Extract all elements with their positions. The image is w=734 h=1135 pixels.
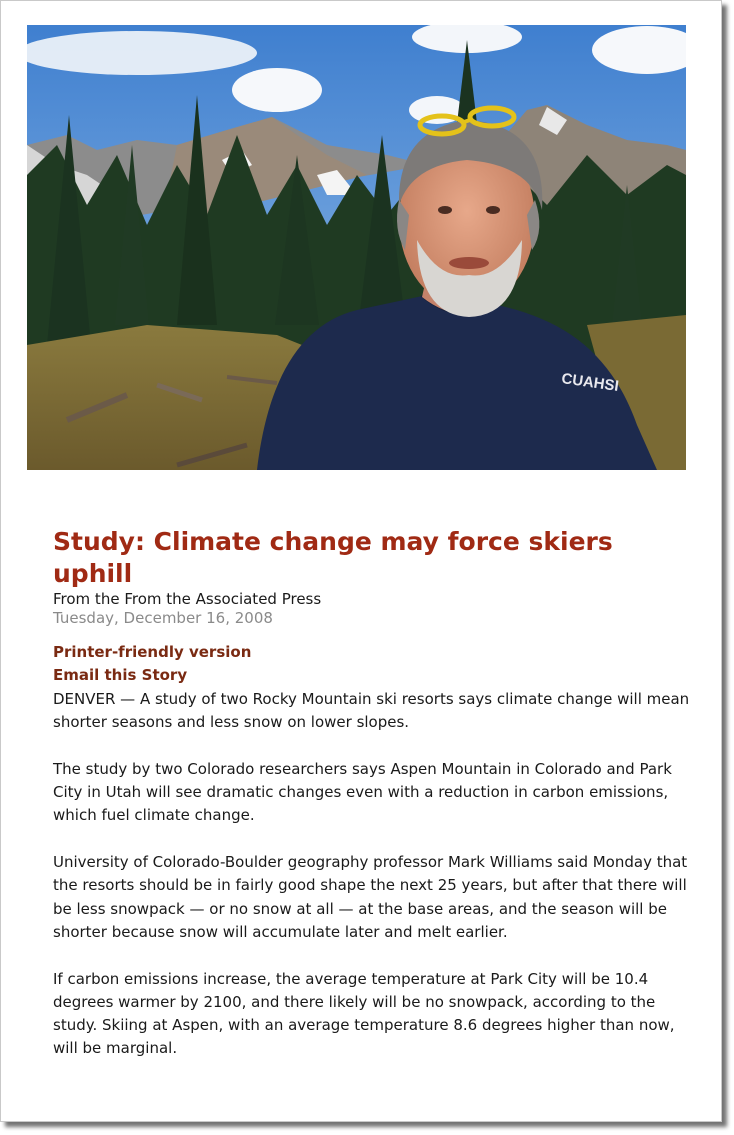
- article-paragraph: DENVER — A study of two Rocky Mountain ski resorts says climate change will mean shorter seasons and less snow on lower slopes.: [53, 690, 690, 732]
- article-headline: Study: Climate change may force skiers uphill: [53, 527, 613, 588]
- article-paragraph: University of Colorado-Boulder geography professor Mark Williams said Monday that the resorts should be in fairly good shape the next 25 years, but after that there will be less snowpack — or no snow at all — at the base areas, and the season will be shorter because snow will accumulate later and melt earlier.: [53, 853, 688, 941]
- article-photo: [27, 25, 686, 470]
- mountain-portrait-image: [27, 25, 686, 470]
- article-paragraph: If carbon emissions increase, the average temperature at Park City will be 10.4 degrees warmer by 2100, and there likely will be no snowpack, according to the study. Skiing at Aspen, with an average temperature 8.6 degrees higher than now, will be marginal.: [53, 969, 675, 1058]
- printer-friendly-link[interactable]: Printer-friendly version: [53, 643, 252, 661]
- article-body: [53, 688, 693, 1084]
- article-date: Tuesday, December 16, 2008: [53, 609, 273, 627]
- shirt-logo-text: CUAHSI: [560, 370, 620, 395]
- article-paragraph: The study by two Colorado researchers says Aspen Mountain in Colorado and Park City in Utah will see dramatic changes even with a reduction in carbon emissions, which fuel climate change.: [53, 759, 672, 825]
- email-story-link[interactable]: Email this Story: [53, 666, 188, 684]
- article-byline: From the From the Associated Press: [53, 590, 322, 608]
